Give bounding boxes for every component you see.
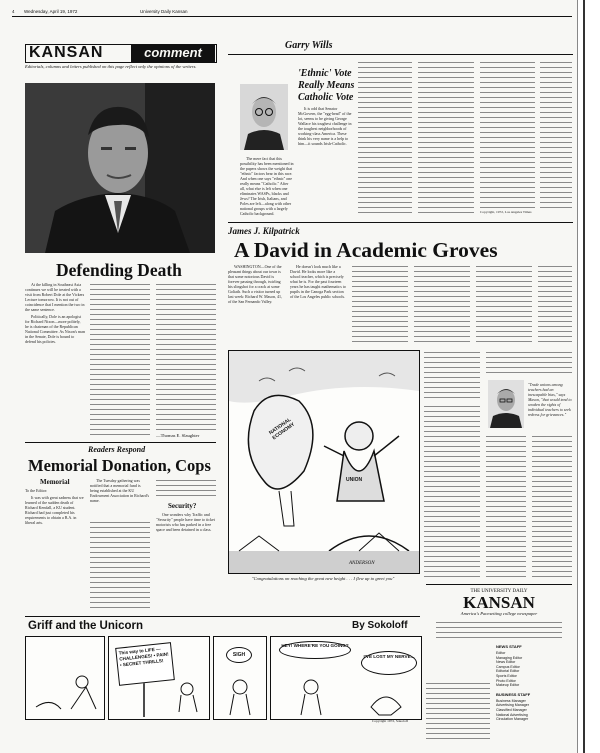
comic-balloon-nerve: I'VE LOST MY NERVE... — [361, 651, 417, 675]
kilpatrick-headline: A David in Academic Groves — [234, 238, 498, 262]
mason-portrait — [488, 380, 524, 428]
defending-lead: At the killing in Southeast Asia continues we will be treated with a visit from Robert Dole at the Vickers Lecture tomorrow. It is not out of coincidence that I mention the two in the same sentence. Politically, Dole is an apologist for Richard Nixon—more politely, he is chairman of the Republican National Committee. As Nixon's man in the Senate, Dole is bound to defend his policies. — [25, 282, 85, 344]
wills-column-4 — [418, 60, 474, 215]
wills-headline-1: 'Ethnic' Vote — [298, 68, 352, 79]
defending-column-2 — [90, 282, 150, 437]
business-role: Classified Manager — [496, 707, 527, 712]
memorial-subhead: Memorial — [40, 478, 70, 486]
kilpatrick-column-3 — [352, 264, 408, 344]
comic-panel-1 — [25, 636, 105, 720]
readers-kicker: Readers Respond — [88, 445, 146, 454]
staff-role: Managing Editor — [496, 655, 523, 660]
readers-headline: Memorial Donation, Cops — [28, 456, 211, 475]
binder-edge — [577, 0, 600, 753]
comic-sign — [115, 642, 175, 686]
memorial-letter: To the Editor: It was with great sadness that we learned of the sudden death of Richard Kendall, a KU student. Richard had just completed his requirements to obtain a B.A. in liberal arts. — [25, 488, 84, 525]
comic-title: Griff and the Unicorn — [28, 620, 143, 632]
defending-signature: —Thomas E. Slaughter — [156, 433, 200, 438]
comic-balloon-sigh: SIGH — [226, 647, 252, 663]
staff-role: Sports Editor — [496, 673, 517, 678]
kilpatrick-body: He doesn't look much like a David. He looks more like a school teacher, which is precisely what he is. For the past fourteen years he has taught mathematics to pupils in the Canoga Park section of the Los Angeles public schools. — [290, 264, 346, 299]
kilpatrick-column-5 — [476, 264, 532, 344]
memorial-letter-cont: The Tuesday gathering was notified that a memorial fund is being established at the KU Endowment Association in Richard's name. — [90, 478, 150, 503]
kilpatrick-lead: WASHINGTON—One of the pleasant things about our town is that some notorious David is forever passing through, twirling his slingshot for a crack at some Goliath. Such a visitor turned up last week: Richard W. Mason, 41, of the San Fernando Valley. — [228, 264, 282, 304]
business-staff-heading: BUSINESS STAFF — [496, 691, 531, 697]
wills-lead: It is odd that Senator McGovern, the "egg-head" of the lot, seems to be giving George Wallace his toughest challenge in the toughest neighborhoods of working-class America. These think his very name is a help to him—it sounds Irish-Catholic. — [298, 106, 352, 146]
udk-motto: America's Pacesetting college newspaper — [460, 611, 538, 616]
comic-credit: Copyright 1972, Sokoloff — [372, 719, 409, 723]
comic-author: By Sokoloff — [352, 620, 408, 631]
comic-sign-text: This way to LIFE — CHALLENGES! • PAIN! • SECRET THRILLS! — [118, 646, 169, 668]
business-role: Advertising Manager — [496, 703, 529, 708]
pull-quote: "Trade unions among teachers had an inescapable bias," says Mason, "that would tend to weaken the rights of individual teachers to seek redress for grievances." — [528, 382, 572, 417]
wills-headline-2: Really Means — [298, 80, 355, 91]
cartoon-label-economy: NATIONAL ECONOMY — [268, 416, 297, 442]
kilpatrick-column-6 — [538, 264, 572, 344]
staff-role: Editor — [496, 651, 506, 655]
staff-role: Campus Editor — [496, 664, 520, 669]
editorial-cartoon — [228, 350, 420, 574]
kilpatrick-column-11 — [532, 434, 572, 580]
staff-role: Editorial Editor — [496, 669, 520, 674]
wills-byline: Garry Wills — [285, 40, 333, 51]
masthead-tagline: Editorials, columns and letters published on this page reflect only the opinions of the writers. — [25, 64, 197, 69]
staff-role: Photo Editor — [496, 678, 516, 683]
kilpatrick-column-10 — [486, 434, 526, 580]
masthead-comment: comment — [131, 45, 215, 62]
security-letter: One wonders why Traffic and "Security" people have time to ticket motorists who has parked in a free space and been detained in a class. — [156, 512, 215, 532]
wills-portrait — [240, 84, 288, 150]
kilpatrick-byline: James J. Kilpatrick — [228, 226, 300, 236]
kilpatrick-column-8 — [486, 350, 572, 376]
staff-role: Makeup Editor — [496, 683, 520, 688]
kilpatrick-column-4 — [414, 264, 470, 344]
comic-balloon-where: HEY! WHERE'RE YOU GOING? — [279, 641, 351, 659]
portrait-photo — [25, 83, 215, 253]
wills-column-5 — [480, 60, 535, 210]
cartoon-caption: "Congratulations on reaching the great new height . . . I flew up to greet you" — [251, 576, 395, 581]
defending-death-headline: Defending Death — [56, 260, 182, 280]
business-role: Business Manager — [496, 698, 526, 703]
comic-panel-3 — [213, 636, 267, 720]
udk-kansan: KANSAN — [463, 593, 535, 612]
business-role: Circulation Manager — [496, 717, 529, 722]
defending-column-3 — [156, 282, 216, 432]
comic-panel-4 — [270, 636, 422, 720]
news-staff-list — [496, 651, 572, 688]
wills-headline-3: Catholic Vote — [298, 92, 354, 103]
page-number: 4 — [12, 9, 15, 14]
comic-panel-2 — [108, 636, 210, 720]
wills-body: The mere fact that this possibility has been mentioned in the papers shows the weight that "ethnic" factors bear in this race. And when one says "ethnic" one really means "Catholic." After all, what else is left when one eliminates WASPs, blacks and Jews? The Irish, Italians, and Poles are left—along with other national groups with a largely Catholic background. — [240, 156, 294, 216]
wills-column-3 — [358, 60, 412, 215]
staff-role: News Editor — [496, 660, 516, 665]
wills-copyright: Copyright, 1972, Los Angeles Times — [480, 210, 532, 214]
udk-masthead-box — [426, 584, 572, 745]
security-intro — [156, 478, 216, 500]
news-staff-heading: NEWS STAFF — [496, 644, 522, 649]
cartoon-label-union: UNION — [346, 477, 363, 483]
kilpatrick-column-7 — [424, 350, 480, 400]
folio-paper: University Daily Kansan — [140, 9, 188, 14]
business-staff-list — [496, 699, 572, 722]
security-subhead: Security? — [168, 502, 197, 510]
folio-date: Wednesday, April 19, 1972 — [24, 9, 78, 14]
comment-masthead — [25, 44, 217, 63]
cartoon-credit: ANDERSON — [349, 561, 375, 566]
wills-column-6 — [540, 60, 572, 210]
memorial-letter-more — [90, 520, 150, 612]
udk-org: THE UNIVERSITY DAILY — [470, 589, 528, 594]
kilpatrick-column-9 — [424, 404, 480, 580]
business-role: National Advertising — [496, 712, 528, 717]
masthead-kansan: KANSAN — [29, 44, 104, 61]
